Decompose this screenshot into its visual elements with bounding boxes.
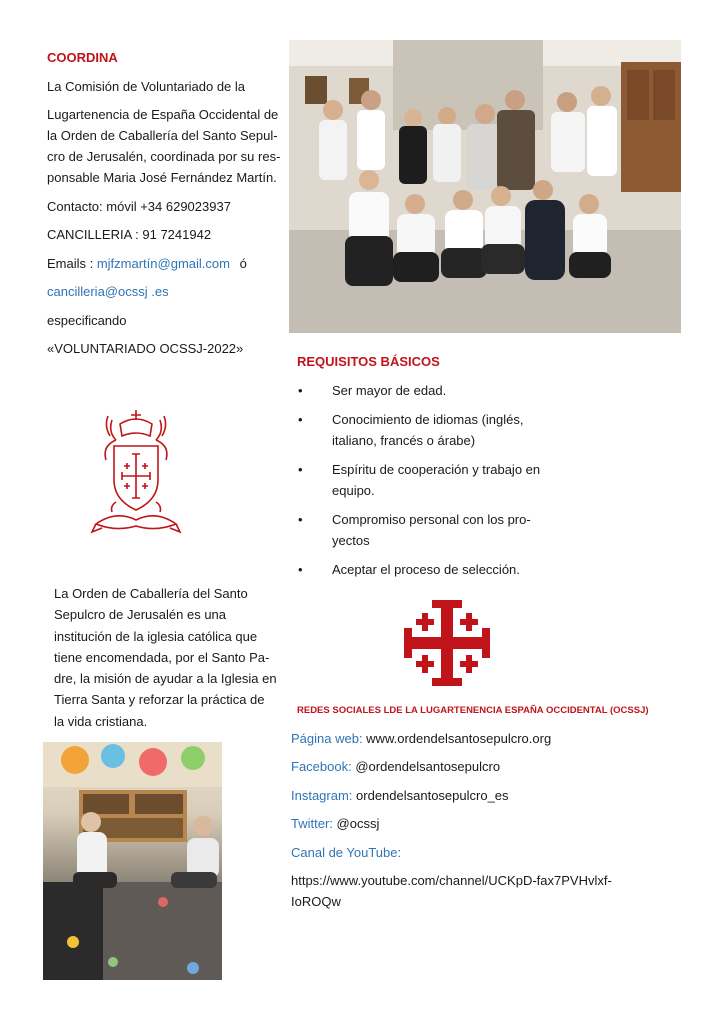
coordina-line-5: ponsable Maria José Fernández Martín. <box>47 170 277 185</box>
email-link-2[interactable]: cancilleria@ocssj .es <box>47 284 169 299</box>
facebook-link[interactable]: @ordendelsantosepulcro <box>355 759 501 774</box>
voluntariado-code: «VOLUNTARIADO OCSSJ-2022» <box>47 341 244 356</box>
web-label: Página web: <box>291 731 367 746</box>
coordina-line-4: cro de Jerusalén, coordinada por su res- <box>47 149 281 164</box>
youtube-link-line-1[interactable]: https://www.youtube.com/channel/UCKpD-fax7PVHvlxf- <box>291 873 612 888</box>
redes-title: REDES SOCIALES LDE LA LUGARTENENCIA ESPAÑA OCCIDENTAL (OCSSJ) <box>297 705 649 716</box>
emails-label: Emails : <box>47 256 97 271</box>
requisito-item: • Espíritu de cooperación y trabajo en equipo. <box>296 459 556 501</box>
orden-description: La Orden de Caballería del Santo Sepulcro de Jerusalén es una institución de la iglesia católica que tiene encomendada, por el Santo Pa-dre, la misión de ayudar a la Iglesia en Tierra Santa y reforzar la práctica de la vida cristiana. <box>54 586 277 729</box>
requisito-item: • Aceptar el proceso de selección. <box>296 559 556 580</box>
requisitos-title: REQUISITOS BÁSICOS <box>297 354 440 369</box>
social-web <box>291 731 551 747</box>
volunteers-group-photo <box>289 40 681 333</box>
requisitos-list <box>296 380 556 588</box>
especificando-text: especificando <box>47 313 127 328</box>
social-twitter <box>291 816 379 832</box>
requisito-item: • Ser mayor de edad. <box>296 380 556 401</box>
coordina-line-1: La Comisión de Voluntariado de la <box>47 79 246 94</box>
youtube-link-line-2[interactable]: IoROQw <box>291 894 341 909</box>
instagram-link[interactable]: ordendelsantosepulcro_es <box>356 788 509 803</box>
jerusalem-cross-icon <box>404 600 490 686</box>
coat-of-arms-emblem <box>90 406 182 540</box>
email-link-1[interactable]: mjfzmartín@gmail.com <box>96 256 230 271</box>
cancilleria-phone: CANCILLERIA : 91 7241942 <box>47 227 212 242</box>
requisito-item: • Conocimiento de idiomas (inglés, italiano, francés o árabe) <box>296 409 556 451</box>
twitter-label: Twitter: <box>291 816 337 831</box>
coordina-title: COORDINA <box>47 50 118 65</box>
email-separator: ó <box>239 256 247 271</box>
instagram-label: Instagram: <box>291 788 357 803</box>
facebook-label: Facebook: <box>291 759 356 774</box>
twitter-link[interactable]: @ocssj <box>336 816 380 831</box>
emails-line <box>47 256 247 272</box>
coordina-line-3: la Orden de Caballería del Santo Sepul- <box>47 128 278 143</box>
youtube-label: Canal de YouTube: <box>291 845 402 860</box>
coordina-line-2: Lugartenencia de España Occidental de <box>47 107 279 122</box>
contacto-phone: Contacto: móvil +34 629023937 <box>47 199 231 214</box>
requisito-item: • Compromiso personal con los pro-yectos <box>296 509 556 551</box>
social-instagram <box>291 788 509 804</box>
social-facebook <box>291 759 500 775</box>
web-link[interactable]: www.ordendelsantosepulcro.org <box>366 731 552 746</box>
children-playroom-photo <box>43 742 222 980</box>
